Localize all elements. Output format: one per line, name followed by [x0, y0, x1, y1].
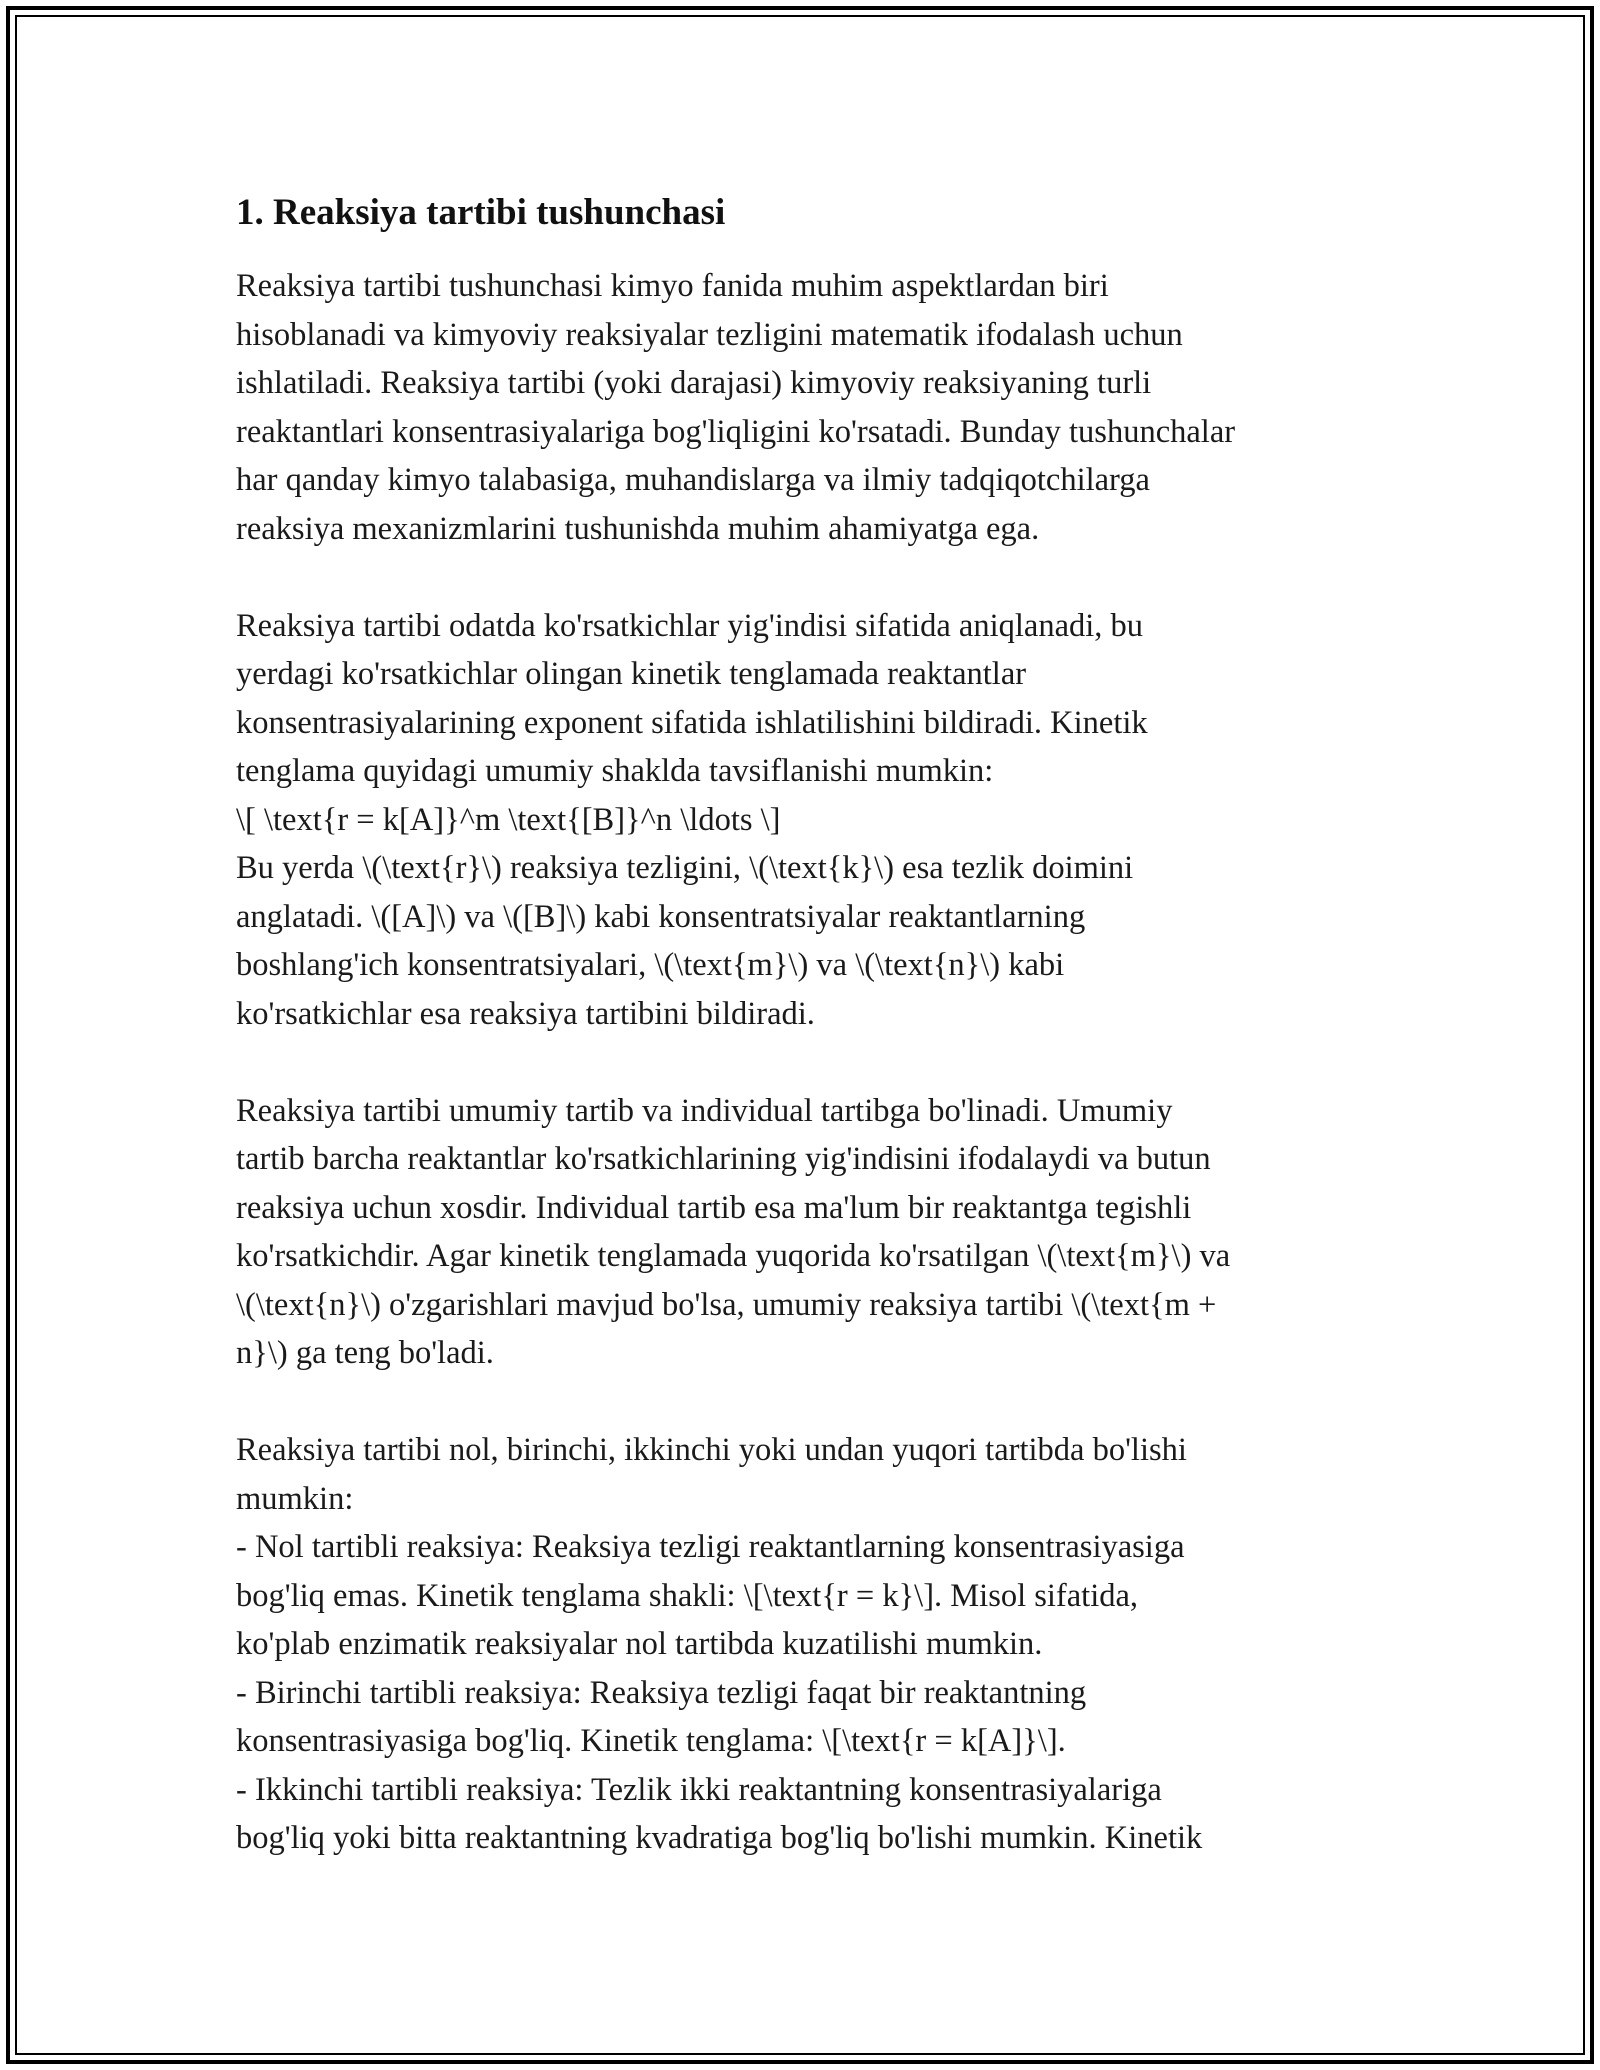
- equation-line: \[ \text{r = k[A]}^m \text{[B]}^n \ldots \]: [236, 801, 781, 838]
- section-heading: 1. Reaksiya tartibi tushunchasi: [236, 192, 726, 233]
- text-line: ko'rsatkichlar esa reaksiya tartibini bildiradi.: [236, 995, 815, 1032]
- document-body: [236, 186, 1366, 1911]
- text-line: boshlang'ich konsentratsiyalari, \(\text{m}\) va \(\text{n}\) kabi: [236, 947, 1065, 983]
- text-line: Reaksiya tartibi odatda ko'rsatkichlar yig'indisi sifatida aniqlanadi, bu: [236, 607, 1144, 644]
- text-line: \(\text{n}\) o'zgarishlari mavjud bo'lsa, umumiy reaksiya tartibi \(\text{m +: [236, 1286, 1217, 1323]
- list-item-line: bog'liq emas. Kinetik tenglama shakli: \[\text{r = k}\]. Misol sifatida,: [236, 1577, 1139, 1614]
- text-line: yerdagi ko'rsatkichlar olingan kinetik tenglamada reaktantlar: [236, 656, 1027, 692]
- text-line: Reaksiya tartibi tushunchasi kimyo fanida muhim aspektlardan biri: [236, 268, 1109, 304]
- text-line: ishlatiladi. Reaksiya tartibi (yoki darajasi) kimyoviy reaksiyaning turli: [236, 365, 1152, 401]
- paragraph-2: [236, 602, 1366, 1039]
- text-line: reaktantlari konsentrasiyalariga bog'liqligini ko'rsatadi. Bunday tushunchalar: [236, 413, 1236, 450]
- text-line: har qanday kimyo talabasiga, muhandislarga va ilmiy tadqiqotchilarga: [236, 462, 1150, 498]
- text-line: Reaksiya tartibi nol, birinchi, ikkinchi yoki undan yuqori tartibda bo'lishi: [236, 1432, 1187, 1468]
- paragraph-4: [236, 1426, 1366, 1863]
- text-line: tartib barcha reaktantlar ko'rsatkichlarining yig'indisini ifodalaydi va butun: [236, 1141, 1211, 1177]
- text-line: hisoblanadi va kimyoviy reaksiyalar tezligini matematik ifodalash uchun: [236, 316, 1183, 353]
- list-item-line: bog'liq yoki bitta reaktantning kvadratiga bog'liq bo'lishi mumkin. Kinetik: [236, 1820, 1203, 1856]
- text-line: ko'rsatkichdir. Agar kinetik tenglamada yuqorida ko'rsatilgan \(\text{m}\) va: [236, 1238, 1231, 1274]
- text-line: reaksiya uchun xosdir. Individual tartib esa ma'lum bir reaktantga tegishli: [236, 1189, 1192, 1226]
- text-line: konsentrasiyalarining exponent sifatida ishlatilishini bildiradi. Kinetik: [236, 704, 1148, 741]
- text-line: mumkin:: [236, 1480, 354, 1517]
- list-item-line: - Nol tartibli reaksiya: Reaksiya tezligi reaktantlarning konsentrasiyasiga: [236, 1529, 1185, 1565]
- list-item-line: - Birinchi tartibli reaksiya: Reaksiya tezligi faqat bir reaktantning: [236, 1674, 1087, 1711]
- text-line: anglatadi. \([A]\) va \([B]\) kabi konsentratsiyalar reaktantlarning: [236, 898, 1086, 935]
- paragraph-3: [236, 1087, 1366, 1378]
- text-line: tenglama quyidagi umumiy shakldа tavsiflanishi mumkin:: [236, 753, 994, 789]
- text-line: reaksiya mexanizmlarini tushunishda muhim ahamiyatga ega.: [236, 510, 1040, 547]
- list-item-line: ko'plab enzimatik reaksiyalar nol tartibda kuzatilishi mumkin.: [236, 1626, 1043, 1662]
- text-line: n}\) ga teng bo'ladi.: [236, 1335, 494, 1371]
- paragraph-1: [236, 262, 1366, 553]
- list-item-line: - Ikkinchi tartibli reaksiya: Tezlik ikki reaktantning konsentrasiyalariga: [236, 1771, 1162, 1808]
- list-item-line: konsentrasiyasiga bog'liq. Kinetik tenglama: \[\text{r = k[A]}\].: [236, 1723, 1066, 1759]
- text-line: Reaksiya tartibi umumiy tartib va individual tartibga bo'linadi. Umumiy: [236, 1092, 1173, 1129]
- text-line: Bu yerda \(\text{r}\) reaksiya tezligini, \(\text{k}\) esa tezlik doimini: [236, 850, 1134, 886]
